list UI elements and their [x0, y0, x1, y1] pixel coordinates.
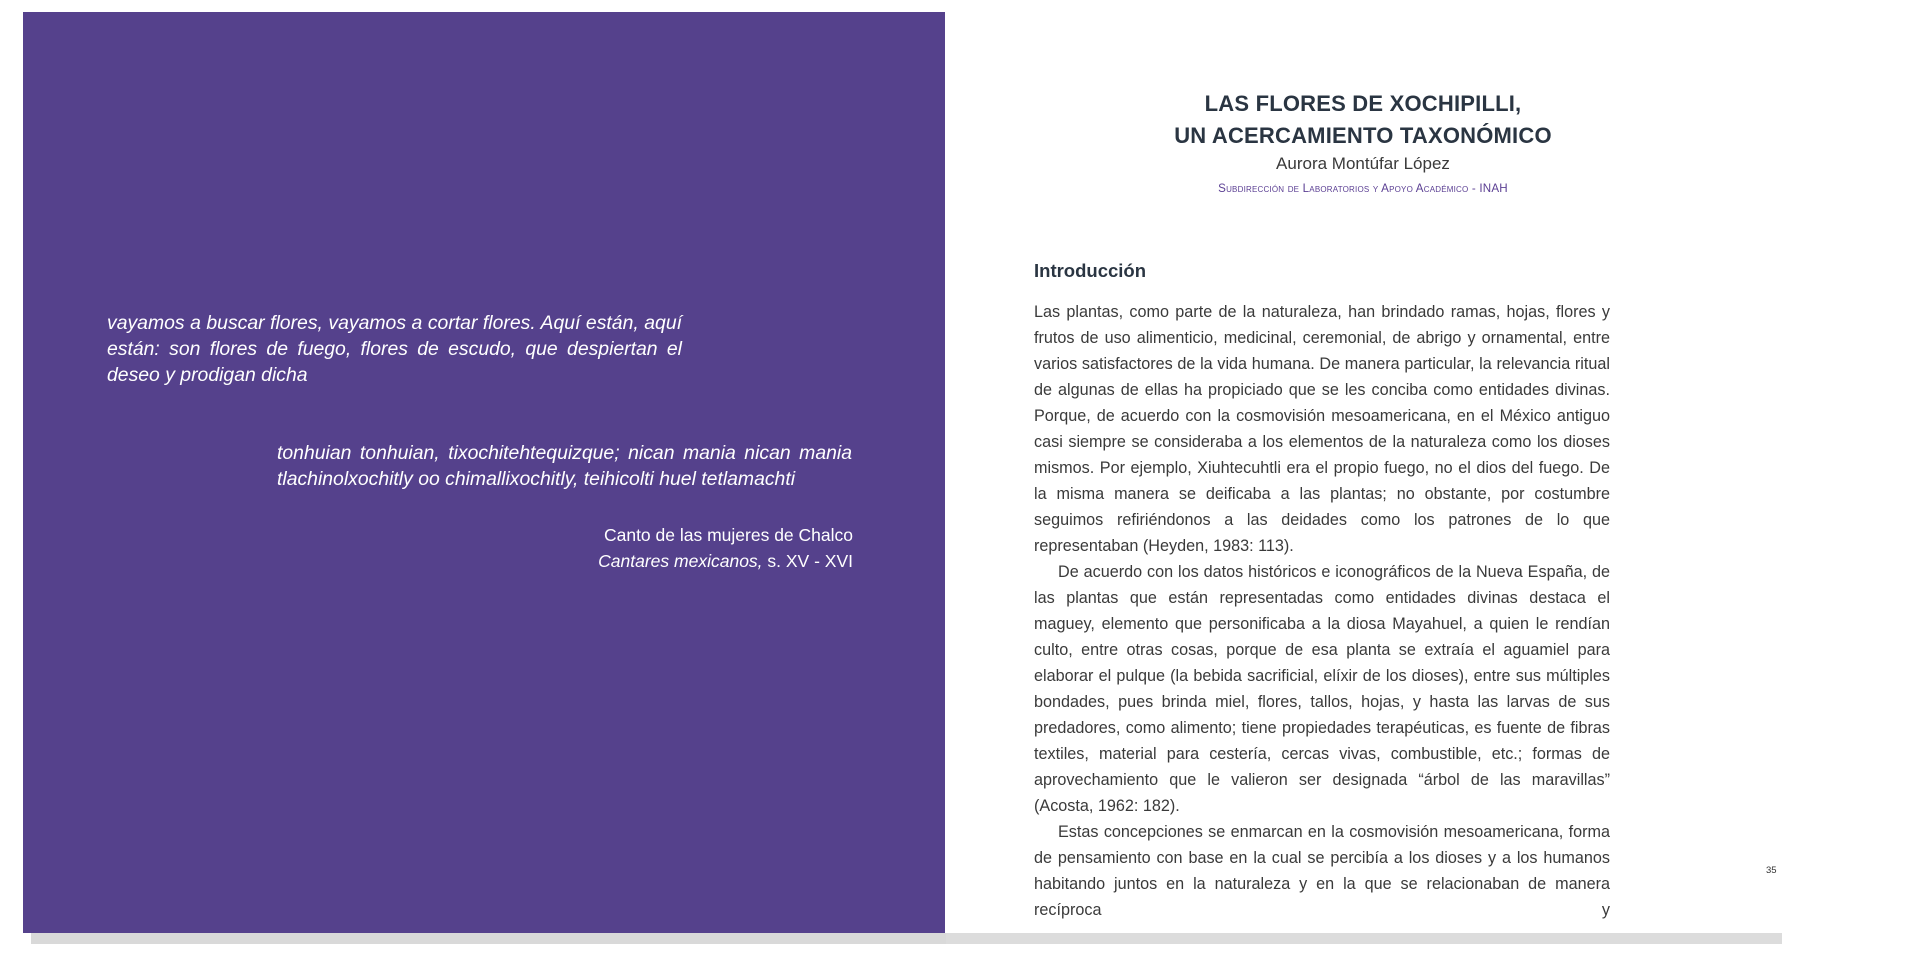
article-title-line1: LAS FLORES DE XOCHIPILLI,	[1204, 91, 1522, 116]
epigraph-source-work: Cantares mexicanos,	[598, 551, 763, 571]
body-paragraph: Estas concepciones se enmarcan en la cosmovisión mesoamericana, forma de pensamiento con base en la cual se percibía a los dioses y a los humanos habitando juntos en la naturaleza y en la que se relacionaban de manera recíproca y	[1034, 823, 1610, 919]
epigraph-nahuatl: tonhuian tonhuian, tixochitehtequizque; nican mania nican mania tlachinolxochitly oo chimallixochitly, teihicolti huel tetlamachti	[277, 442, 852, 490]
body-paragraph: Las plantas, como parte de la naturaleza, han brindado ramas, hojas, flores y frutos de uso alimenticio, medicinal, ceremonial, de abrigo y ornamental, entre varios satisfactores de la vida humana. De manera particular, la relevancia ritual de algunas de ellas ha propiciado que se les conciba como entidades divinas. Porque, de acuerdo con la cosmovisión mesoamericana, en el México antiguo casi siempre se consideraba a los elementos de la naturaleza como los dioses mismos. Por ejemplo, Xiuhtecuhtli era el propio fuego, no el dios del fuego. De la misma manera se deificaba a las plantas; no obstante, por costumbre seguimos refiriéndonos a las deidades como los patrones de lo que representaban (Heyden, 1983: 113).	[1034, 303, 1610, 555]
article-author: Aurora Montúfar López	[1276, 154, 1450, 173]
section-heading: Introducción	[1034, 260, 1147, 281]
article-body	[1034, 299, 1610, 923]
article-title-line2: UN ACERCAMIENTO TAXONÓMICO	[1174, 123, 1552, 148]
epigraph-source-citation	[423, 548, 853, 574]
body-paragraph: De acuerdo con los datos históricos e iconográficos de la Nueva España, de las plantas que están representadas como entidades divinas destaca el maguey, elemento que personificaba a la diosa Mayahuel, a quien le rendían culto, entre otras cosas, porque de esa planta se extraía el aguamiel para elaborar el pulque (la bebida sacrificial, elíxir de los dioses), entre sus múltiples bondades, pues brinda miel, flores, tallos, hojas, y hasta las larvas de sus predadores, como alimento; tiene propiedades terapéuticas, es fuente de fibras textiles, material para cestería, cercas vivas, combustible, etc.; formas de aprovechamiento que le valieron ser designada “árbol de las maravillas” (Acosta, 1962: 182).	[1034, 563, 1610, 815]
epigraph-page	[23, 12, 945, 933]
article-page	[945, 12, 1790, 933]
page-number: 35	[1766, 865, 1777, 876]
author-affiliation: Subdirección de Laboratorios y Apoyo Académico - INAH	[1218, 182, 1508, 195]
epigraph-source-century: s. XV - XVI	[762, 551, 853, 571]
article-title	[945, 88, 1781, 152]
epigraph-spanish: vayamos a buscar flores, vayamos a cortar flores. Aquí están, aquí están: son flores de fuego, flores de escudo, que despiertan el deseo y prodigan dicha	[107, 312, 682, 386]
page-shadow	[946, 933, 1782, 944]
epigraph-source	[423, 522, 853, 574]
epigraph-source-title: Canto de las mujeres de Chalco	[603, 525, 853, 545]
